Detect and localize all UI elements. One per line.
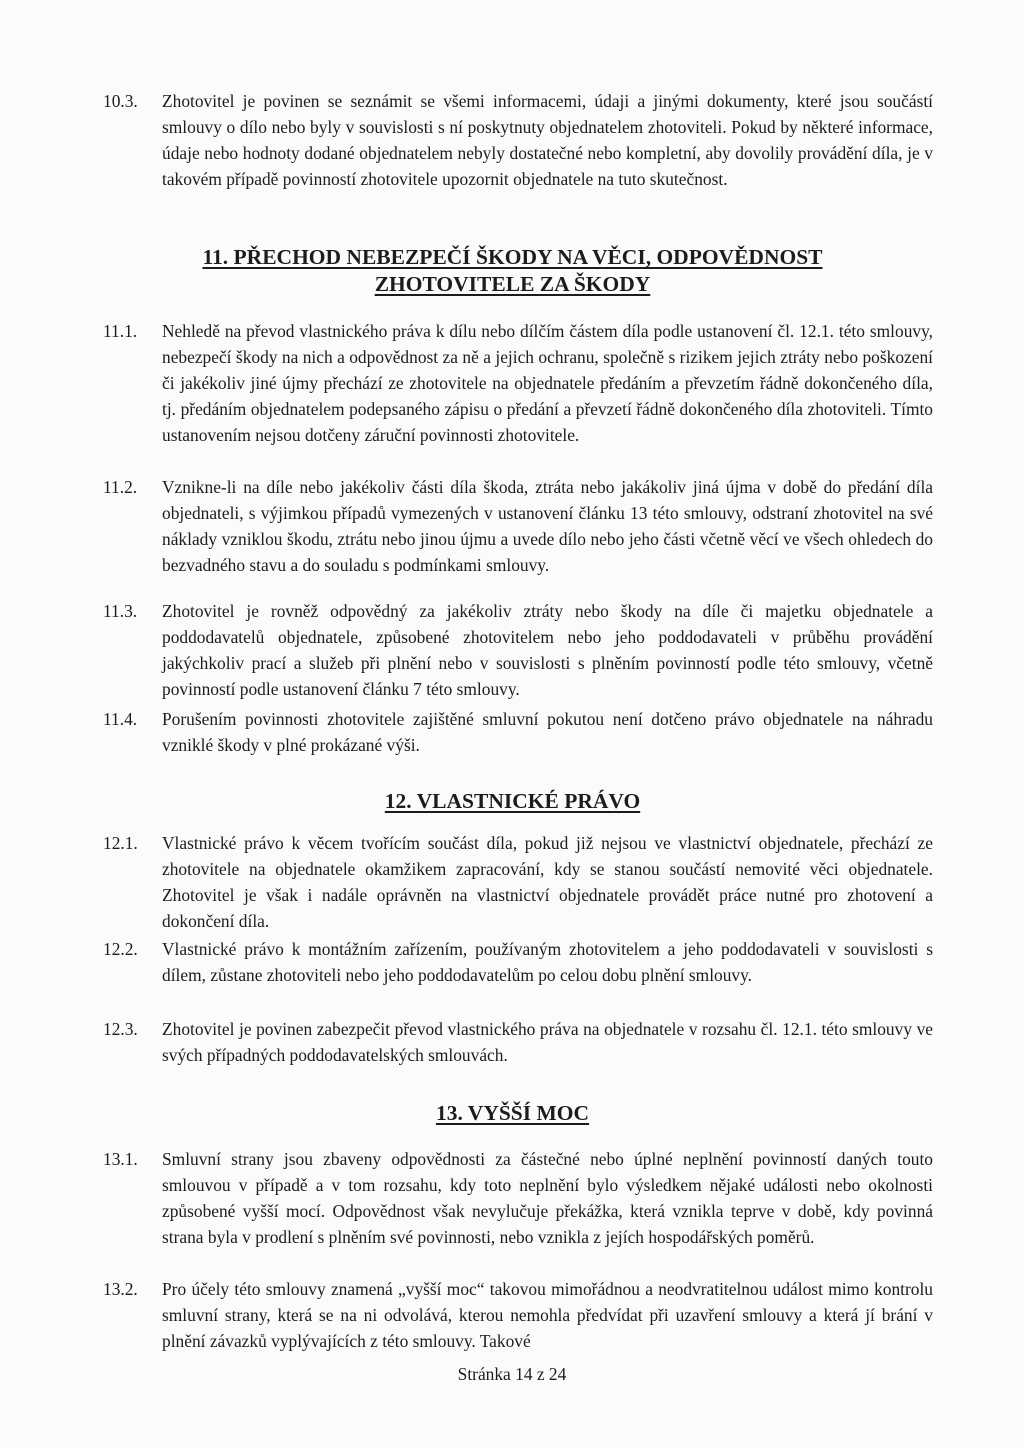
clause-text: Zhotovitel je povinen zabezpečit převod vlastnického práva na objednatele v rozsahu čl. 12.1. této smlouvy ve svých případných poddodavatelských smlouvách.: [162, 1019, 933, 1065]
section-11-heading-line-1: 11. PŘECHOD NEBEZPEČÍ ŠKODY NA VĚCI, ODPOVĚDNOST: [202, 245, 823, 269]
section-13-heading: 13. VYŠŠÍ MOC: [435, 1101, 590, 1125]
clause-text: Zhotovitel je rovněž odpovědný za jakékoliv ztráty nebo škody na díle či majetku objednatele a poddodavatelů objednatele, způsobené zhotovitelem nebo jeho poddodavateli v průběhu provádění jakýchkoliv prací a služeb při plnění nebo v souvislosti s plněním povinností podle této smlouvy, včetně povinností podle ustanovení článku 7 této smlouvy.: [162, 601, 933, 699]
clause-12-3: [103, 1016, 933, 1068]
clause-number: 11.3.: [103, 601, 138, 621]
clause-text: Zhotovitel je povinen se seznámit se všemi informacemi, údaji a jinými dokumenty, které jsou součástí smlouvy o dílo nebo byly v souvislosti s ní poskytnuty objednatelem zhotoviteli. Pokud by některé informace, údaje nebo hodnoty dodané objednatelem nebyly dostatečné nebo kompletní, aby dovolily provádění díla, je v takovém případě povinností zhotovitele upozornit objednatele na tuto skutečnost.: [162, 91, 933, 189]
clause-number: 12.2.: [103, 939, 138, 959]
clause-text: Porušením povinnosti zhotovitele zajištěné smluvní pokutou není dotčeno právo objednatele na náhradu vzniklé škody v plné prokázané výši.: [162, 709, 933, 755]
section-11-heading-line-2: ZHOTOVITELE ZA ŠKODY: [374, 272, 651, 296]
clause-text: Vlastnické právo k montážním zařízením, používaným zhotovitelem a jeho poddodavateli v souvislosti s dílem, zůstane zhotoviteli nebo jeho poddodavatelům po celou dobu plnění smlouvy.: [162, 939, 933, 985]
clause-10-3: [103, 88, 933, 192]
clause-12-2: [103, 936, 933, 988]
clause-13-2: [103, 1276, 933, 1354]
clause-11-2: [103, 474, 933, 578]
clause-text: Nehledě na převod vlastnického práva k dílu nebo dílčím částem díla podle ustanovení čl. 12.1. této smlouvy, nebezpečí škody na nich a odpovědnost za ně a jejich ochranu, společně s rizikem jejich ztráty nebo poškození či jakékoliv jiné újmy přechází ze zhotovitele na objednatele předáním a převzetím řádně dokončeného díla, tj. předáním objednatelem podepsaného zápisu o předání a převzetí řádně dokončeného díla zhotoviteli. Tímto ustanovením nejsou dotčeny záruční povinnosti zhotovitele.: [162, 321, 933, 445]
clause-number: 12.1.: [103, 833, 138, 853]
clause-11-4: [103, 706, 933, 758]
clause-12-1: [103, 830, 933, 934]
clause-11-3: [103, 598, 933, 702]
clause-number: 10.3.: [103, 91, 138, 111]
clause-number: 11.2.: [103, 477, 138, 497]
clause-text: Vlastnické právo k věcem tvořícím součást díla, pokud již nejsou ve vlastnictví objednatele, přechází ze zhotovitele na objednatele okamžikem zapracování, kdy se stanou součástí nemovité věci objednatele. Zhotovitel je však i nadále oprávněn na vlastnictví objednatele provádět práce nutné pro zhotovení a dokončení díla.: [162, 833, 933, 931]
clause-text: Vznikne-li na díle nebo jakékoliv části díla škoda, ztráta nebo jakákoliv jiná újma v době do předání díla objednateli, s výjimkou případů vymezených v ustanovení článku 13 této smlouvy, odstraní zhotovitel na své náklady vzniklou škodu, ztrátu nebo jinou újmu a uvede dílo nebo jeho části včetně věcí ve všech ohledech do bezvadného stavu a do souladu s podmínkami smlouvy.: [162, 477, 933, 575]
clause-text: Pro účely této smlouvy znamená „vyšší moc“ takovou mimořádnou a neodvratitelnou událost mimo kontrolu smluvní strany, která se na ni odvolává, kterou nemohla předvídat při uzavření smlouvy a která jí brání v plnění závazků vyplývajících z této smlouvy. Takové: [162, 1279, 933, 1351]
clause-number: 13.1.: [103, 1149, 138, 1169]
page-footer: Stránka 14 z 24: [457, 1364, 567, 1384]
clause-11-1: [103, 318, 933, 448]
clause-number: 11.1.: [103, 321, 138, 341]
section-12-heading: 12. VLASTNICKÉ PRÁVO: [384, 789, 641, 813]
clause-number: 11.4.: [103, 709, 138, 729]
clause-number: 13.2.: [103, 1279, 138, 1299]
clause-number: 12.3.: [103, 1019, 138, 1039]
clause-13-1: [103, 1146, 933, 1250]
clause-text: Smluvní strany jsou zbaveny odpovědnosti za částečné nebo úplné neplnění povinností daných touto smlouvou v případě a v tom rozsahu, kdy toto neplnění bylo výsledkem nějaké události nebo okolnosti způsobené vyšší mocí. Odpovědnost však nevylučuje překážka, která vznikla teprve v době, kdy povinná strana byla v prodlení s plněním své povinnosti, nebo vznikla z jejích hospodářských poměrů.: [162, 1149, 933, 1247]
